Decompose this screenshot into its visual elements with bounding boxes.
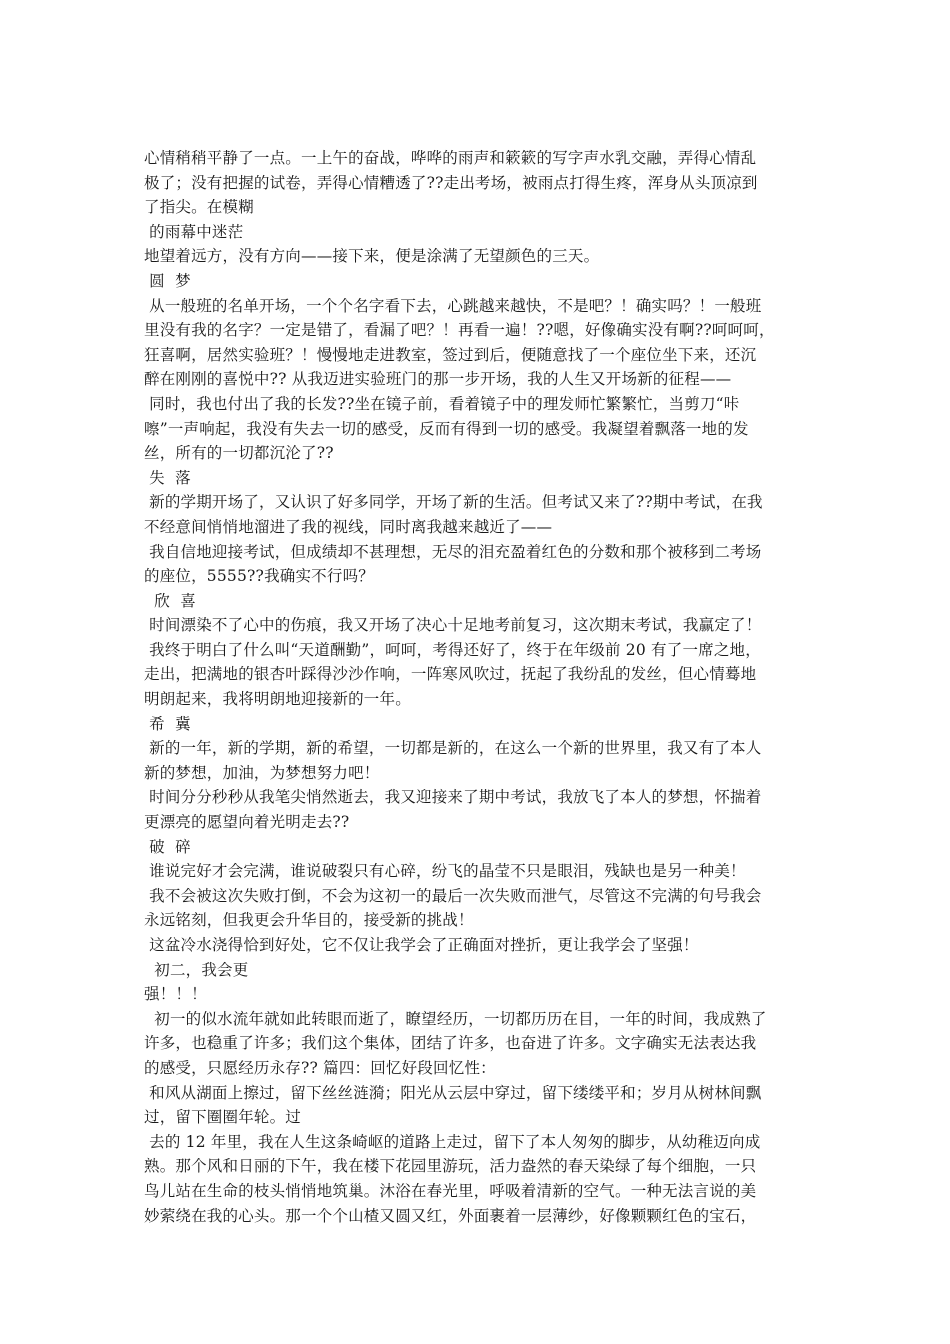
text-line-content: 狂喜啊，居然实验班？！慢慢地走进教室，签过到后，便随意找了一个座位坐下来，还沉: [144, 345, 757, 364]
text-line-content: 新的学期开场了，又认识了好多同学，开场了新的生活。但考试又来了??期中考试，在我: [144, 493, 763, 512]
text-line-content: 初一的似水流年就如此转眼而逝了，瞭望经历，一切都历历在目，一年的时间，我成熟了: [144, 1009, 767, 1028]
text-line: [144, 1081, 824, 1106]
text-line: [144, 146, 824, 171]
text-line-content: 希 冀: [144, 714, 191, 733]
text-line-content: 同时，我也付出了我的长发??坐在镜子前，看着镜子中的理发师忙繁繁忙，当剪刀“咔: [144, 394, 740, 413]
text-line-content: 嚓”一声响起，我没有失去一切的感受，反而有得到一切的感受。我凝望着飘落一地的发: [144, 419, 749, 438]
text-line-content: 圆 梦: [144, 271, 191, 290]
text-line: [144, 564, 824, 589]
text-line: [144, 417, 824, 442]
text-line: [144, 269, 824, 294]
text-line-content: 初二，我会更: [144, 960, 249, 979]
text-line-content: 的感受，只愿经历永存?? 篇四：回忆好段回忆性：: [144, 1058, 496, 1077]
text-line: [144, 441, 824, 466]
text-line: [144, 515, 824, 540]
text-line-content: 过，留下圈圈年轮。过: [144, 1108, 302, 1127]
text-line: [144, 933, 824, 958]
text-line: [144, 761, 824, 786]
text-line-content: 丝，所有的一切都沉沦了??: [144, 444, 334, 463]
text-line-content: 的座位，5555??我确实不行吗？: [144, 567, 374, 586]
text-line: [144, 466, 824, 491]
text-line: [144, 908, 824, 933]
text-line: [144, 1056, 824, 1081]
text-line: [144, 687, 824, 712]
text-line-content: 欣 喜: [144, 591, 196, 610]
text-line-content: 明朗起来，我将明朗地迎接新的一年。: [144, 690, 411, 709]
text-line-content: 鸟儿站在生命的枝头悄悄地筑巢。沐浴在春光里，呼吸着清新的空气。一种无法言说的美: [144, 1181, 757, 1200]
text-line: [144, 195, 824, 220]
text-line: [144, 638, 824, 663]
text-line-content: 妙萦绕在我的心头。那一个个山楂又圆又红，外面裹着一层薄纱，好像颗颗红色的宝石，: [144, 1206, 757, 1225]
text-line: [144, 1179, 824, 1204]
text-line: [144, 294, 824, 319]
text-line-content: 走出，把满地的银杏叶踩得沙沙作响，一阵寒风吹过，抚起了我纷乱的发丝，但心情蓦地: [144, 665, 757, 684]
text-line-content: 醉在刚刚的喜悦中?? 从我迈进实验班门的那一步开场，我的人生又开场新的征程——: [144, 370, 732, 389]
text-line: [144, 884, 824, 909]
text-line: [144, 318, 824, 343]
text-line-content: 许多，也稳重了许多；我们这个集体，团结了许多，也奋进了许多。文字确实无法表达我: [144, 1034, 757, 1053]
text-line-content: 里没有我的名字？一定是错了，看漏了吧？！再看一遍！??嗯，好像确实没有啊??呵呵呵，: [144, 321, 775, 340]
text-line: [144, 540, 824, 565]
text-line: [144, 367, 824, 392]
text-line: [144, 343, 824, 368]
text-line: [144, 785, 824, 810]
text-line-content: 强！！！: [144, 985, 207, 1004]
text-line-content: 永远铭刻，但我更会升华目的，接受新的挑战！: [144, 911, 474, 930]
text-line: [144, 662, 824, 687]
text-line-content: 更漂亮的愿望向着光明走去??: [144, 813, 350, 832]
text-line-content: 去的 12 年里，我在人生这条崎岖的道路上走过，留下了本人匆匆的脚步，从幼稚迈向成: [144, 1132, 761, 1151]
text-line: [144, 712, 824, 737]
text-line-content: 从一般班的名单开场，一个个名字看下去，心跳越来越快，不是吧？！确实吗？！一般班: [144, 296, 762, 315]
text-line-content: 的雨幕中迷茫: [144, 222, 244, 241]
text-line: [144, 1154, 824, 1179]
text-line: [144, 810, 824, 835]
text-line: [144, 490, 824, 515]
text-line-content: 和风从湖面上擦过，留下丝丝涟漪；阳光从云层中穿过，留下缕缕平和；岁月从树林间飘: [144, 1083, 762, 1102]
text-line-content: 我自信地迎接考试，但成绩却不甚理想，无尽的泪充盈着红色的分数和那个被移到二考场: [144, 542, 762, 561]
text-line-content: 极了；没有把握的试卷，弄得心情糟透了??走出考场，被雨点打得生疼，浑身从头顶凉到: [144, 173, 758, 192]
text-line-content: 失 落: [144, 468, 191, 487]
text-line: [144, 982, 824, 1007]
text-line-content: 时间分分秒秒从我笔尖悄然逝去，我又迎接来了期中考试，我放飞了本人的梦想，怀揣着: [144, 788, 762, 807]
text-line-content: 熟。那个风和日丽的下午，我在楼下花园里游玩，活力盎然的春天染绿了每个细胞，一只: [144, 1157, 757, 1176]
text-line: [144, 1204, 824, 1229]
text-line-content: 地望着远方，没有方向——接下来，便是涂满了无望颜色的三天。: [144, 247, 600, 266]
text-line: [144, 392, 824, 417]
text-line-content: 谁说完好才会完满，谁说破裂只有心碎，纷飞的晶莹不只是眼泪，残缺也是另一种美！: [144, 862, 746, 881]
text-line-content: 我不会被这次失败打倒，不会为这初一的最后一次失败而泄气，尽管这不完满的句号我会: [144, 886, 762, 905]
text-line-content: 新的一年，新的学期，新的希望，一切都是新的，在这么一个新的世界里，我又有了本人: [144, 739, 762, 758]
text-line-content: 这盆冷水浇得恰到好处，它不仅让我学会了正确面对挫折，更让我学会了坚强！: [144, 936, 699, 954]
text-line-content: 了指尖。在模糊: [144, 198, 254, 217]
text-line-content: 新的梦想，加油，为梦想努力吧！: [144, 763, 380, 782]
text-line: [144, 1031, 824, 1056]
text-line: [144, 589, 824, 614]
text-line: [144, 1130, 824, 1155]
text-line-content: 心情稍稍平静了一点。一上午的奋战，哗哗的雨声和簌簌的写字声水乳交融，弄得心情乱: [144, 149, 757, 167]
text-line-content: 破 碎: [144, 837, 191, 856]
text-line-content: 不经意间悄悄地溜进了我的视线，同时离我越来越近了——: [144, 517, 553, 536]
text-line: [144, 220, 824, 245]
text-line: [144, 859, 824, 884]
text-line: [144, 835, 824, 860]
text-line: [144, 736, 824, 761]
text-line: [144, 244, 824, 269]
text-line-content: 时间漂染不了心中的伤痕，我又开场了决心十足地考前复习，这次期末考试，我赢定了！: [144, 616, 762, 635]
text-line: [144, 958, 824, 983]
text-line: [144, 1105, 824, 1130]
text-line-content: 我终于明白了什么叫“天道酬勤”，呵呵，考得还好了，终于在年级前 20 有了一席之地，: [144, 640, 761, 659]
text-line: [144, 613, 824, 638]
text-line: [144, 1007, 824, 1032]
document-body: [144, 146, 824, 1228]
text-line: [144, 171, 824, 196]
